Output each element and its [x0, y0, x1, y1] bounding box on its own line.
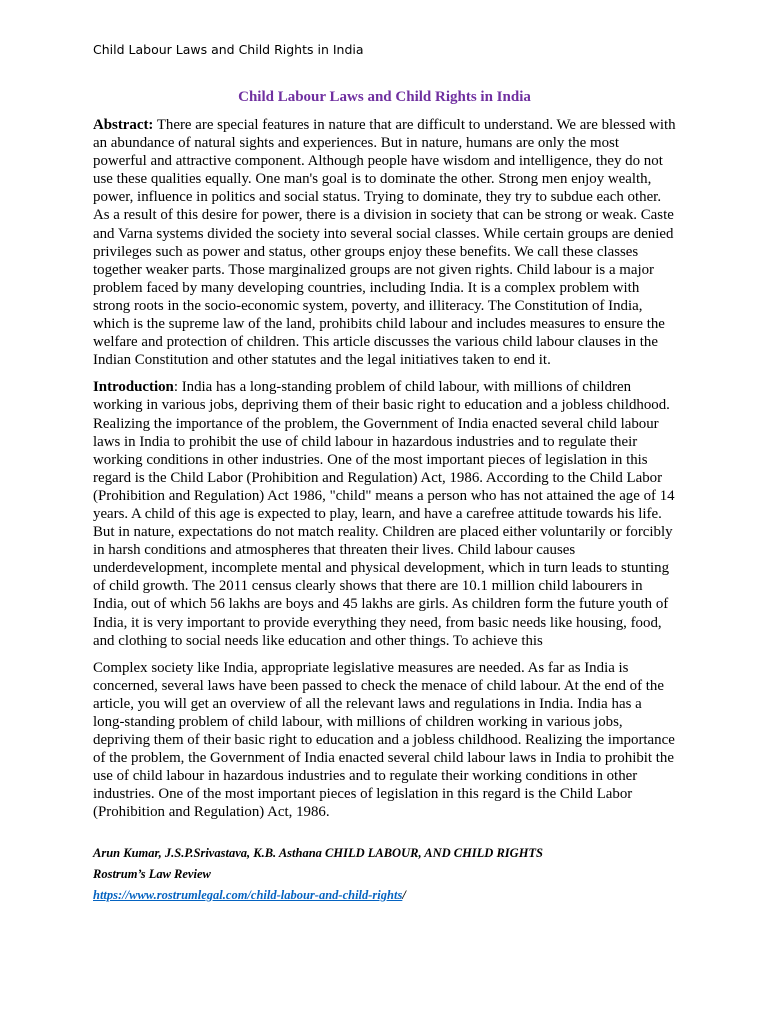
reference-url-line	[93, 888, 676, 903]
abstract-text: There are special features in nature that are difficult to understand. We are blessed with an abundance of natural sights and experiences. But in nature, humans are only the most powerful and attractive component. Although people have wisdom and intelligence, they do not use these qualities equally. One man's goal is to dominate the other. Strong men enjoy wealth, power, influence in politics and social status. Trying to dominate, they try to subdue each other. As a result of this desire for power, there is a division in society that can be strong or weak. Caste and Varna systems divided the society into several social classes. While certain groups are denied privileges such as power and status, other groups enjoy these benefits. We call these classes together weaker parts. Those marginalized groups are not given rights. Child labour is a major problem faced by many developing countries, including India. It is a complex problem with strong roots in the socio-economic system, poverty, and illiteracy. The Constitution of India, which is the supreme law of the land, prohibits child labour and includes measures to ensure the welfare and protection of children. This article discusses the various child labour clauses in the Indian Constitution and other statutes and the legal initiatives taken to end it.	[93, 117, 676, 369]
reference-link[interactable]: https://www.rostrumlegal.com/child-labour-and-child-rights	[93, 887, 403, 902]
abstract-paragraph	[93, 116, 676, 369]
reference-authors: Arun Kumar, J.S.P.Srivastava, K.B. Asthana CHILD LABOUR, AND CHILD RIGHTS	[93, 845, 543, 860]
introduction-paragraph	[93, 378, 676, 649]
reference-source: Rostrum’s Law Review	[93, 866, 211, 881]
reference-url-suffix: /	[402, 887, 406, 902]
running-header: Child Labour Laws and Child Rights in India	[93, 42, 364, 57]
abstract-label: Abstract:	[93, 117, 154, 133]
document-title: Child Labour Laws and Child Rights in India	[238, 89, 531, 105]
introduction-text: : India has a long-standing problem of child labour, with millions of children working in various jobs, depriving them of their basic right to education and a jobless childhood. Realizing the importance of the problem, the Government of India enacted several child labour laws in India to prohibit the use of child labour in hazardous industries and to regulate their working conditions in other industries. One of the most important pieces of legislation in this regard is the Child Labor (Prohibition and Regulation) Act, 1986. According to the Child Labor (Prohibition and Regulation) Act 1986, "child" means a person who has not attained the age of 14 years. A child of this age is expected to play, learn, and have a carefree attitude towards his life. But in nature, expectations do not match reality. Children are placed either voluntarily or forcibly in harsh conditions and atmospheres that threaten their lives. Child labour causes underdevelopment, incomplete mental and physical development, which in turn leads to stunting of child growth. The 2011 census clearly shows that there are 10.1 million child labourers in India, out of which 56 lakhs are boys and 45 lakhs are girls. As children form the future youth of India, it is very important to provide everything they need, from basic needs like housing, food, and clothing to social needs like education and other things. To achieve this	[93, 379, 675, 649]
introduction-label: Introduction	[93, 379, 174, 396]
document-body	[93, 88, 676, 909]
reference-block	[93, 846, 676, 903]
body-paragraph: Complex society like India, appropriate legislative measures are needed. As far as India is concerned, several laws have been passed to check the menace of child labour. At the end of the article, you will get an overview of all the relevant laws and regulations in India. India has a long-standing problem of child labour, with millions of children working in various jobs, depriving them of their basic right to education and a jobless childhood. Realizing the importance of the problem, the Government of India enacted several child labour laws in India to prohibit the use of child labour in hazardous industries and to regulate their working conditions in other industries. One of the most important pieces of legislation in this regard is the Child Labor (Prohibition and Regulation) Act, 1986.	[93, 659, 675, 821]
